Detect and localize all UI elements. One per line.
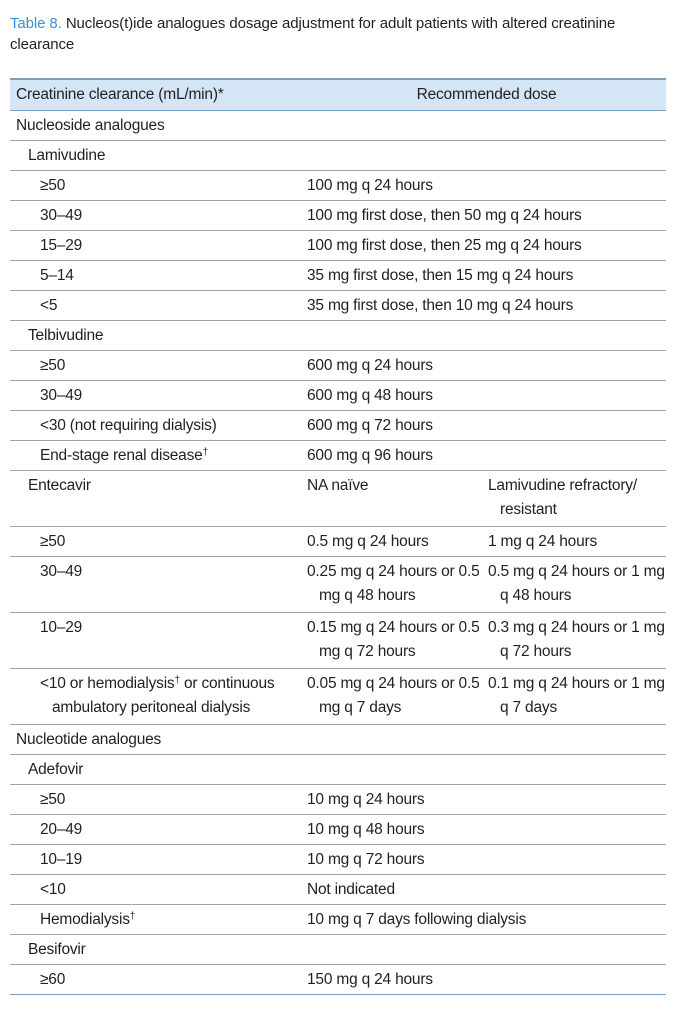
table-row bbox=[10, 905, 666, 935]
drug-row-lamivudine bbox=[10, 141, 666, 171]
naive-dose-cell: 0.25 mg q 24 hours or 0.5 mg q 48 hours bbox=[307, 557, 488, 613]
naive-dose-cell: 0.15 mg q 24 hours or 0.5 mg q 72 hours bbox=[307, 613, 488, 669]
dose-cell: 10 mg q 24 hours bbox=[307, 785, 666, 815]
dagger-footnote-mark: † bbox=[202, 447, 208, 458]
clearance-cell: ≥50 bbox=[10, 351, 307, 381]
clearance-cell: 30–49 bbox=[10, 201, 307, 231]
dagger-footnote-mark: † bbox=[174, 675, 180, 686]
clearance-cell: 30–49 bbox=[10, 557, 307, 613]
clearance-text: <10 or hemodialysis bbox=[40, 675, 175, 692]
dose-cell: 10 mg q 48 hours bbox=[307, 815, 666, 845]
header-recommended-dose: Recommended dose bbox=[307, 79, 666, 111]
clearance-cell: 10–29 bbox=[10, 613, 307, 669]
refractory-dose-cell: 0.1 mg q 24 hours or 1 mg q 7 days bbox=[488, 669, 666, 725]
drug-name: Adefovir bbox=[10, 755, 666, 785]
table-row bbox=[10, 441, 666, 471]
clearance-cell: <30 (not requiring dialysis) bbox=[10, 411, 307, 441]
table-row bbox=[10, 381, 666, 411]
dose-cell: 100 mg first dose, then 25 mg q 24 hours bbox=[307, 231, 666, 261]
refractory-dose-cell: 0.5 mg q 24 hours or 1 mg q 48 hours bbox=[488, 557, 666, 613]
drug-row-adefovir bbox=[10, 755, 666, 785]
dose-cell: 600 mg q 48 hours bbox=[307, 381, 666, 411]
section-row-nucleoside bbox=[10, 111, 666, 141]
dose-cell: 10 mg q 7 days following dialysis bbox=[307, 905, 666, 935]
clearance-cell bbox=[10, 441, 307, 471]
clearance-cell: <10 bbox=[10, 875, 307, 905]
clearance-cell: 30–49 bbox=[10, 381, 307, 411]
section-row-nucleotide bbox=[10, 725, 666, 755]
table-row bbox=[10, 231, 666, 261]
dose-cell: 100 mg first dose, then 50 mg q 24 hours bbox=[307, 201, 666, 231]
table-row bbox=[10, 171, 666, 201]
table-label: Table 8. bbox=[10, 15, 62, 32]
dose-cell: Not indicated bbox=[307, 875, 666, 905]
clearance-cell: ≥50 bbox=[10, 171, 307, 201]
clearance-cell: ≥50 bbox=[10, 527, 307, 557]
naive-dose-cell: 0.5 mg q 24 hours bbox=[307, 527, 488, 557]
drug-row-entecavir bbox=[10, 471, 666, 527]
refractory-dose-cell: 0.3 mg q 24 hours or 1 mg q 72 hours bbox=[488, 613, 666, 669]
table-header-row bbox=[10, 79, 666, 111]
section-title: Nucleotide analogues bbox=[10, 725, 666, 755]
table-row bbox=[10, 875, 666, 905]
header-creatinine-clearance: Creatinine clearance (mL/min)* bbox=[10, 79, 307, 111]
table-row bbox=[10, 201, 666, 231]
clearance-text: End-stage renal disease bbox=[40, 447, 203, 464]
drug-row-besifovir bbox=[10, 935, 666, 965]
refractory-dose-cell: 1 mg q 24 hours bbox=[488, 527, 666, 557]
dose-cell: 10 mg q 72 hours bbox=[307, 845, 666, 875]
dose-cell: 150 mg q 24 hours bbox=[307, 965, 666, 995]
dose-cell: 600 mg q 72 hours bbox=[307, 411, 666, 441]
dosage-table bbox=[10, 78, 666, 995]
table-caption bbox=[10, 13, 670, 55]
clearance-cell: 20–49 bbox=[10, 815, 307, 845]
drug-name: Besifovir bbox=[10, 935, 666, 965]
dose-cell: 100 mg q 24 hours bbox=[307, 171, 666, 201]
table-row bbox=[10, 613, 666, 669]
table-row bbox=[10, 291, 666, 321]
clearance-cell: 15–29 bbox=[10, 231, 307, 261]
table-row bbox=[10, 669, 666, 725]
drug-name: Lamivudine bbox=[10, 141, 666, 171]
table-row bbox=[10, 351, 666, 381]
table-row bbox=[10, 845, 666, 875]
dose-cell: 35 mg first dose, then 15 mg q 24 hours bbox=[307, 261, 666, 291]
clearance-text: Hemodialysis bbox=[40, 911, 130, 928]
table-row bbox=[10, 815, 666, 845]
subheader-lamivudine-refractory: Lamivudine refractory/ resistant bbox=[488, 471, 666, 527]
clearance-cell: <5 bbox=[10, 291, 307, 321]
table-row bbox=[10, 785, 666, 815]
table-title: Nucleos(t)ide analogues dosage adjustment for adult patients with altered creatinine clearance bbox=[10, 15, 616, 53]
drug-row-telbivudine bbox=[10, 321, 666, 351]
naive-dose-cell: 0.05 mg q 24 hours or 0.5 mg q 7 days bbox=[307, 669, 488, 725]
dose-cell: 35 mg first dose, then 10 mg q 24 hours bbox=[307, 291, 666, 321]
clearance-cell: ≥60 bbox=[10, 965, 307, 995]
clearance-cell bbox=[10, 905, 307, 935]
dagger-footnote-mark: † bbox=[129, 911, 136, 922]
dose-cell: 600 mg q 96 hours bbox=[307, 441, 666, 471]
section-title: Nucleoside analogues bbox=[10, 111, 666, 141]
clearance-cell: 5–14 bbox=[10, 261, 307, 291]
table-row bbox=[10, 557, 666, 613]
drug-name: Telbivudine bbox=[10, 321, 666, 351]
table-row bbox=[10, 527, 666, 557]
table-row bbox=[10, 965, 666, 995]
dose-cell: 600 mg q 24 hours bbox=[307, 351, 666, 381]
table-row bbox=[10, 411, 666, 441]
clearance-cell bbox=[10, 669, 307, 725]
table-row bbox=[10, 261, 666, 291]
clearance-text-continued: or continuous ambulatory peritoneal dialysis bbox=[52, 675, 275, 716]
clearance-cell: ≥50 bbox=[10, 785, 307, 815]
subheader-na-naive: NA naïve bbox=[307, 471, 488, 527]
drug-name: Entecavir bbox=[10, 471, 307, 527]
clearance-cell: 10–19 bbox=[10, 845, 307, 875]
